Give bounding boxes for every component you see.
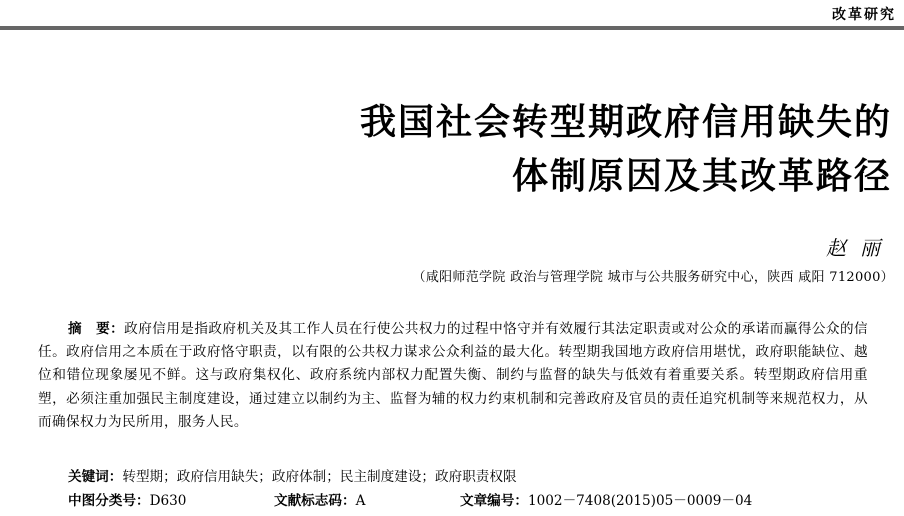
author-name: 赵丽	[826, 236, 894, 260]
keywords	[68, 466, 517, 488]
title-line-1: 我国社会转型期政府信用缺失的	[359, 102, 892, 143]
clc-value: D630	[149, 493, 187, 509]
article-label: 文章编号：	[460, 493, 528, 509]
keywords-text: 转型期；政府信用缺失；政府体制；民主制度建设；政府职责权限	[122, 469, 517, 485]
doc-value: A	[355, 493, 366, 509]
abstract-text: 政府信用是指政府机关及其工作人员在行使公共权力的过程中恪守并有效履行其法定职责或对公众的承诺而赢得公众的信任。政府信用之本质在于政府恪守职责，以有限的公共权力谋求公众利益的最大化。转型期我国地方政府信用堪忧，政府职能缺位、越位和错位现象屡见不鲜。这与政府集权化、政府系统内部权力配置失衡、制约与监督的缺失与低效有着重要关系。转型期政府信用重塑，必须注重加强民主制度建设，通过建立以制约为主、监督为辅的权力约束机制和完善政府及官员的责任追究机制等来规范权力，从而确保权力为民所用，服务人民。	[38, 321, 868, 430]
document-code	[274, 490, 365, 512]
section-label: 改革研究	[832, 7, 896, 23]
doc-label: 文献标志码：	[274, 493, 356, 509]
clc-code	[68, 490, 186, 512]
title-line-2: 体制原因及其改革路径	[511, 156, 892, 197]
abstract	[38, 318, 868, 434]
clc-label: 中图分类号：	[68, 493, 150, 509]
author-affiliation: （咸阳师范学院 政治与管理学院 城市与公共服务研究中心，陕西 咸阳 712000）	[412, 270, 894, 285]
abstract-label: 摘 要：	[68, 321, 125, 337]
header-rule	[0, 26, 904, 30]
article-title	[360, 96, 892, 204]
article-number	[460, 490, 752, 512]
keywords-label: 关键词：	[68, 469, 123, 485]
article-value: 1002－7408(2015)05－0009－04	[527, 493, 753, 509]
